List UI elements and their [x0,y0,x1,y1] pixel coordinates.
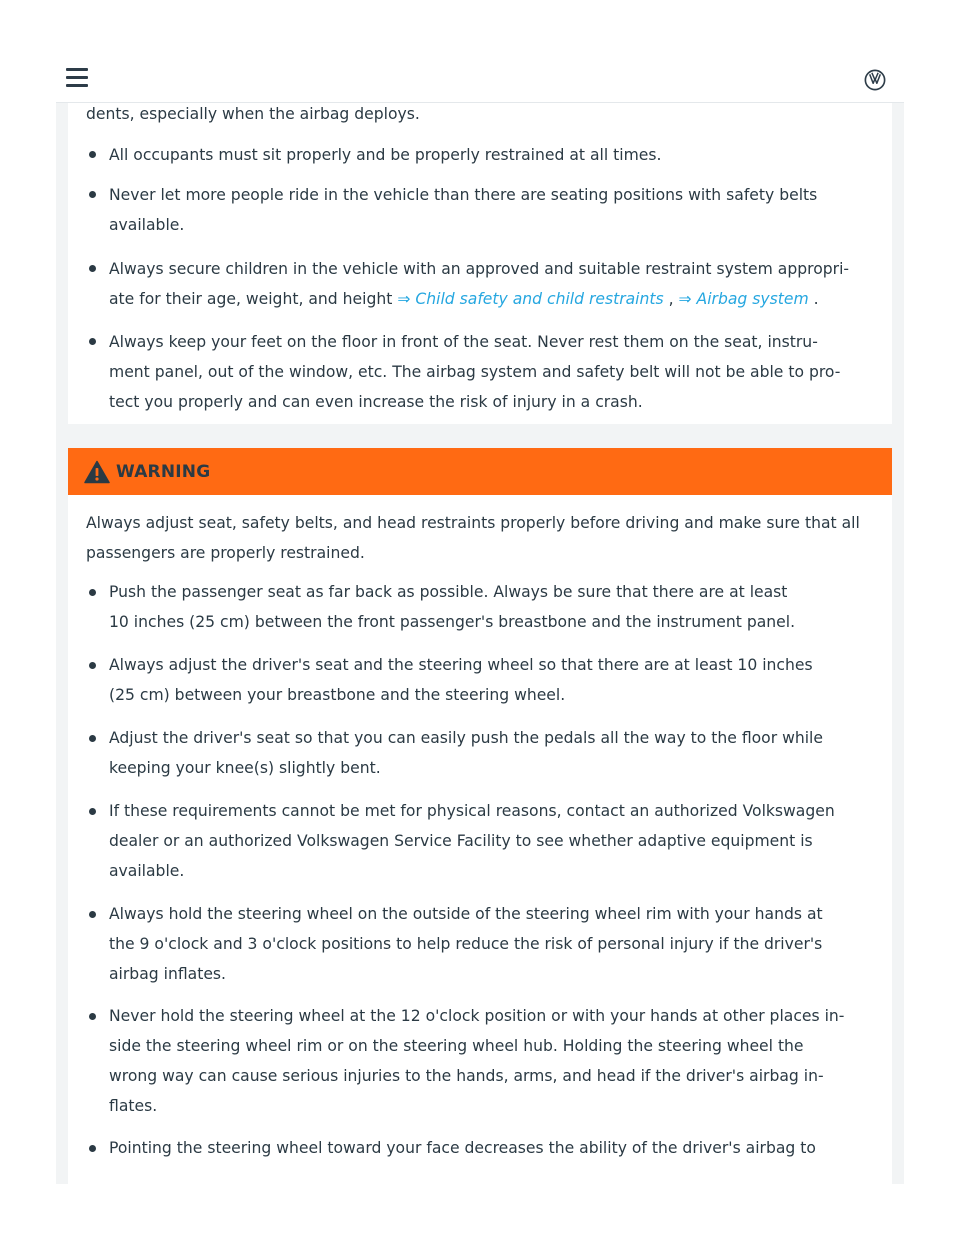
text-line: If these requirements cannot be met for physical reasons, contact an authorized Volkswagen [109,802,835,820]
warning-card [68,448,892,1184]
warning-intro [86,508,860,568]
bullet-dot [89,589,96,596]
list-item [109,180,817,240]
text-line: keeping your knee(s) slightly bent. [109,759,381,777]
link-child-safety[interactable]: ⇒ Child safety and child restraints [397,290,664,308]
bullet-dot [89,265,96,272]
text-line: Always keep your feet on the floor in front of the seat. Never rest them on the seat, instru- [109,333,818,351]
content-frame [56,102,904,1184]
text-line: wrong way can cause serious injuries to the hands, arms, and head if the driver's airbag in- [109,1067,824,1085]
text-line: Never hold the steering wheel at the 12 o'clock position or with your hands at other places in- [109,1007,845,1025]
text-line: airbag inflates. [109,965,226,983]
warning-title: WARNING [116,462,211,482]
text-line: tect you properly and can even increase the risk of injury in a crash. [109,393,643,411]
text-line: 10 inches (25 cm) between the front passenger's breastbone and the instrument panel. [109,613,796,631]
text-line: Always adjust the driver's seat and the steering wheel so that there are at least 10 inches [109,656,813,674]
text-line: passengers are properly restrained. [86,544,365,562]
bullet-dot [89,662,96,669]
bullet-dot [89,191,96,198]
text-line: Adjust the driver's seat so that you can easily push the pedals all the way to the floor while [109,729,823,747]
hamburger-menu-icon[interactable] [66,68,88,88]
list-item [109,327,840,417]
text-line: available. [109,862,185,880]
period: . [808,290,819,308]
bullet-dot [89,1013,96,1020]
text-line: Always hold the steering wheel on the outside of the steering wheel rim with your hands at [109,905,823,923]
text-line: side the steering wheel rim or on the steering wheel hub. Holding the steering wheel the [109,1037,804,1055]
link-airbag-system[interactable]: ⇒ Airbag system [678,290,809,308]
intro-text [86,102,420,129]
bullet-dot [89,735,96,742]
text-line: dealer or an authorized Volkswagen Service Facility to see whether adaptive equipment is [109,832,813,850]
text-fragment: ate for their age, weight, and height [109,290,398,308]
text-line: Pointing the steering wheel toward your face decreases the ability of the driver's airbag to [109,1139,816,1157]
top-navigation-bar [56,56,904,103]
list-item [109,140,661,170]
safety-notes-card [68,102,892,424]
text-line: ment panel, out of the window, etc. The airbag system and safety belt will not be able to pro- [109,363,841,381]
text-line: All occupants must sit properly and be properly restrained at all times. [109,146,662,164]
vw-logo-icon[interactable] [864,69,886,91]
bullet-dot [89,1145,96,1152]
text-line: Always adjust seat, safety belts, and head restraints properly before driving and make sure that all [86,514,860,532]
list-item [109,254,849,314]
text-line: available. [109,216,185,234]
text-line [109,284,849,314]
text-line: (25 cm) between your breastbone and the steering wheel. [109,686,566,704]
warning-header [68,448,892,495]
text-line: dents, especially when the airbag deploys. [86,105,420,123]
bullet-dot [89,338,96,345]
bullet-dot [89,911,96,918]
warning-triangle-icon [84,460,110,484]
bullet-dot [89,808,96,815]
text-line: Never let more people ride in the vehicle than there are seating positions with safety belts [109,186,818,204]
separator: , [663,290,679,308]
text-line: the 9 o'clock and 3 o'clock positions to help reduce the risk of personal injury if the driver's [109,935,823,953]
bullet-dot [89,151,96,158]
text-line: Always secure children in the vehicle with an approved and suitable restraint system appropri- [109,260,850,278]
text-line: Push the passenger seat as far back as possible. Always be sure that there are at least [109,583,788,601]
list-item [109,577,795,637]
text-line: flates. [109,1097,158,1115]
